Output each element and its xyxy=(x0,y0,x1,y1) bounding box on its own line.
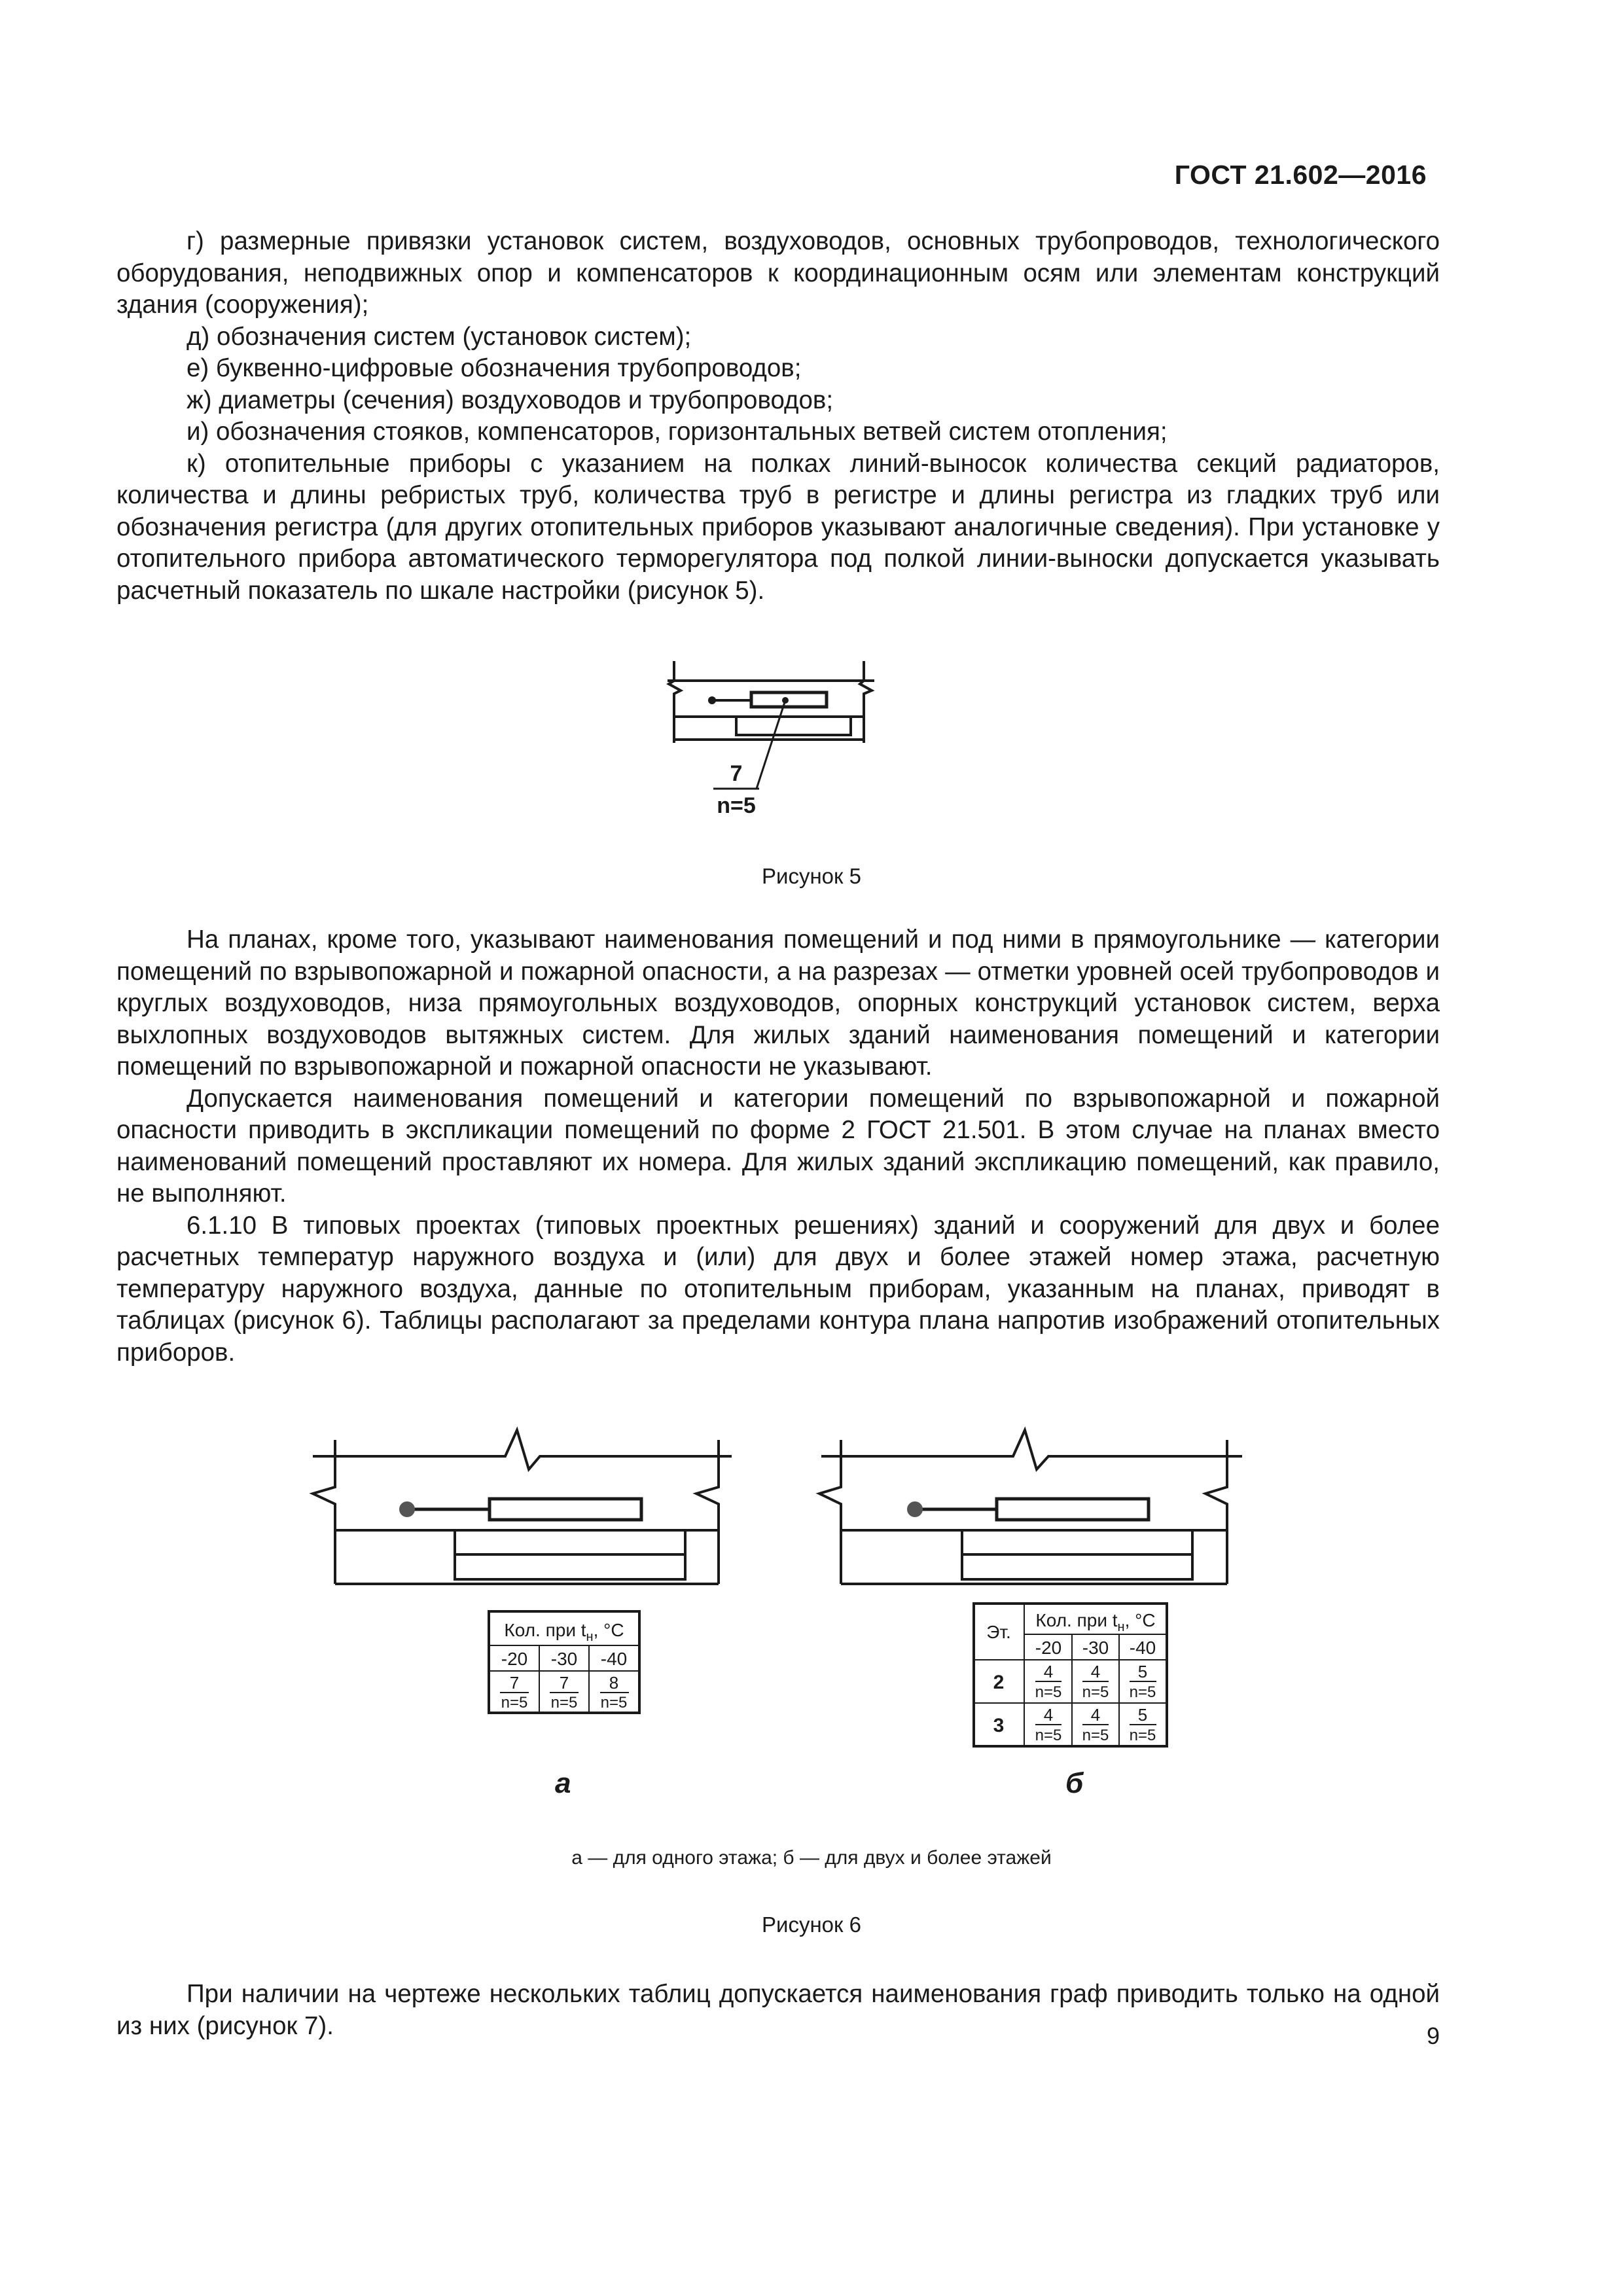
page-number: 9 xyxy=(1426,2022,1440,2049)
closing-section xyxy=(116,1979,1440,2042)
valve-dot-b xyxy=(907,1501,923,1517)
table-a-value-bottom: n=5 xyxy=(550,1694,578,1712)
table-a-value-bottom: n=5 xyxy=(501,1694,528,1712)
valve-dot xyxy=(708,696,716,704)
table-b-value-bottom: n=5 xyxy=(1082,1683,1109,1701)
table-a-temp: -40 xyxy=(600,1649,628,1669)
table-b xyxy=(974,1604,1167,1746)
table-b-value-top: 4 xyxy=(1043,1705,1054,1725)
table-b-value-bottom: n=5 xyxy=(1129,1683,1156,1701)
table-b-value-top: 4 xyxy=(1043,1662,1054,1681)
table-b-floor: 2 xyxy=(993,1672,1005,1693)
list-item-d: д) обозначения систем (установок систем); xyxy=(187,322,692,351)
window-rect xyxy=(736,717,851,735)
break-left xyxy=(669,661,681,743)
table-b-header: Кол. при $t_н$, °С xyxy=(1035,1610,1156,1634)
table-b-value-top: 5 xyxy=(1137,1662,1148,1681)
closing-paragraph: При наличии на чертеже нескольких таблиц допускается наименования граф приводить только на одной из них (рисунок 7). xyxy=(116,1980,1440,2040)
table-b-value-bottom: n=5 xyxy=(1082,1727,1109,1744)
figure-6b-label: б xyxy=(1065,1767,1084,1799)
table-b-temp: -40 xyxy=(1129,1638,1156,1658)
table-b-floor: 3 xyxy=(993,1715,1005,1736)
table-a-value-bottom: n=5 xyxy=(600,1694,628,1712)
table-a-header: Кол. при $t_н$, °С xyxy=(504,1620,624,1644)
list-item-zh: ж) диаметры (сечения) воздуховодов и трубопроводов; xyxy=(187,386,834,414)
document-code: ГОСТ 21.602—2016 xyxy=(1174,160,1427,190)
figure-6a-plan xyxy=(313,1430,732,1584)
figure-6a-label: а xyxy=(555,1767,571,1799)
table-b-temp: -20 xyxy=(1035,1638,1062,1658)
list-item-e: е) буквенно-цифровые обозначения трубопроводов; xyxy=(187,354,802,382)
body-paragraphs xyxy=(116,924,1440,1369)
table-a-value-top: 7 xyxy=(559,1673,569,1693)
list-item-g: г) размерные привязки установок систем, воздуховодов, основных трубопроводов, технологического оборудования, неподвижных опор и компенсаторов к координационным осям или элементам конструкций здания (сооружения); xyxy=(116,227,1440,319)
paragraph-6-1-10: 6.1.10 В типовых проектах (типовых проектных решениях) зданий и сооружений для двух и более расчетных температур наружного воздуха и (или) для двух и более этажей номер этажа, расчетную температуру наружного воздуха, данные по отопительным приборам, указанным на планах, приводят в таблицах (рисунок 6). Таблицы располагают за пределами контура плана напротив изображений отопительных приборов. xyxy=(116,1211,1440,1367)
table-a-temp: -20 xyxy=(501,1649,528,1669)
table-b-floor-header: Эт. xyxy=(986,1622,1011,1642)
leader-line xyxy=(757,700,785,789)
list-item-i: и) обозначения стояков, компенсаторов, горизонтальных ветвей систем отопления; xyxy=(187,418,1168,446)
valve-dot-a xyxy=(399,1501,415,1517)
break-right xyxy=(860,661,872,743)
table-b-value-bottom: n=5 xyxy=(1035,1683,1062,1701)
figure-5-caption: Рисунок 5 xyxy=(762,864,861,888)
table-b-value-top: 4 xyxy=(1090,1662,1101,1681)
table-b-value-top: 5 xyxy=(1137,1705,1148,1725)
leader-bottom-text: n=5 xyxy=(717,793,756,818)
table-a xyxy=(489,1611,639,1713)
figure-6b-plan xyxy=(819,1430,1242,1584)
table-a-temp: -30 xyxy=(550,1649,578,1669)
figure-6-legend: а — для одного этажа; б — для двух и более этажей xyxy=(571,1847,1052,1869)
table-b-value-top: 4 xyxy=(1090,1705,1101,1725)
leader-top-text: 7 xyxy=(730,761,743,786)
radiator-rect xyxy=(751,692,827,707)
table-b-value-bottom: n=5 xyxy=(1129,1727,1156,1744)
list-section xyxy=(116,226,1440,607)
paragraph-plans: На планах, кроме того, указывают наименования помещений и под ними в прямоугольнике — категории помещений по взрывопожарной и пожарной опасности, а на разрезах — отметки уровней осей трубопроводов и круглых воздуховодов, низа прямоугольных воздуховодов, опорных конструкций установок систем, верха выхлопных воздуховодов вытяжных систем. Для жилых зданий наименования помещений и категории помещений по взрывопожарной и пожарной опасности не указывают. xyxy=(116,925,1440,1081)
table-a-value-top: 8 xyxy=(609,1673,619,1693)
table-a-value-top: 7 xyxy=(509,1673,520,1693)
table-b-temp: -30 xyxy=(1082,1638,1109,1658)
table-b-value-bottom: n=5 xyxy=(1035,1727,1062,1744)
figure-6-caption: Рисунок 6 xyxy=(762,1912,861,1937)
list-item-k: к) отопительные приборы с указанием на полках линий-выносок количества секций радиаторов, количества и длины ребристых труб, количества труб в регистре и длины регистра из гладких труб или обозначения регистра (для других отопительных приборов указывают аналогичные сведения). При установке у отопительного прибора автоматического терморегулятора под полкой линии-выноски допускается указывать расчетный показатель по шкале настройки (рисунок 5). xyxy=(116,449,1440,605)
paragraph-explication: Допускается наименования помещений и категории помещений по взрывопожарной и пожарной опасности приводить в экспликации помещений по форме 2 ГОСТ 21.501. В этом случае на планах вместо наименований помещений проставляют их номера. Для жилых зданий экспликацию помещений, как правило, не выполняют. xyxy=(116,1084,1440,1208)
